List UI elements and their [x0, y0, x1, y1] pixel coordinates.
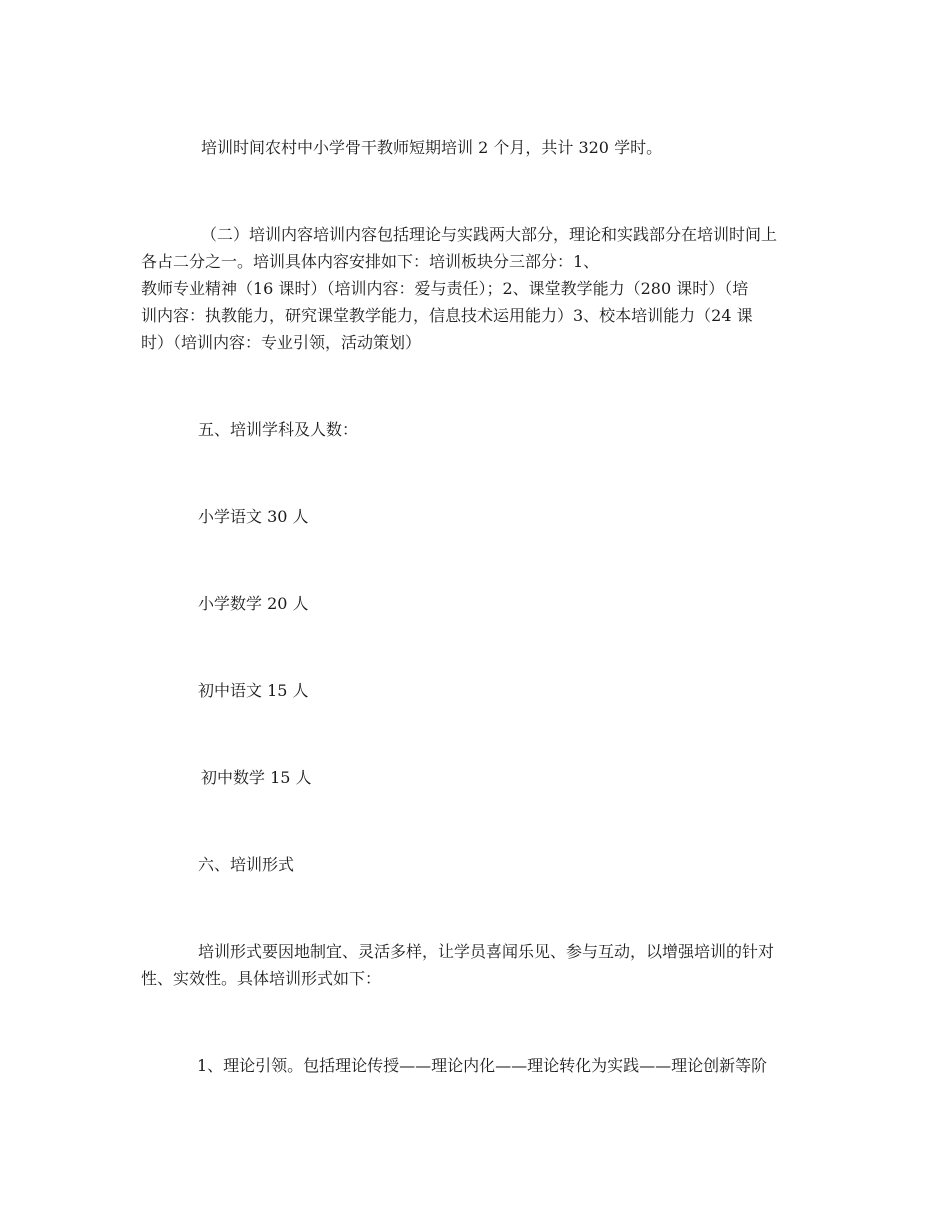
content-line-1: （二）培训内容培训内容包括理论与实践两大部分，理论和实践部分在培训时间上: [201, 225, 778, 244]
subject-primary-chinese: 小学语文 30 人: [198, 507, 309, 526]
subject-primary-math: 小学数学 20 人: [198, 594, 309, 613]
form-line-1: 培训形式要因地制宜、灵活多样，让学员喜闻乐见、参与互动，以增强培训的针对: [198, 942, 775, 961]
theory-paragraph: [141, 1052, 813, 1079]
theory-line: 1、理论引领。包括理论传授——理论内化——理论转化为实践——理论创新等阶: [197, 1056, 768, 1075]
training-form-paragraph: [141, 938, 813, 992]
subject-junior-math: 初中数学 15 人: [201, 768, 312, 787]
section-five-heading: 五、培训学科及人数：: [198, 420, 359, 439]
form-line-2: 性、实效性。具体培训形式如下：: [141, 969, 382, 988]
subject-item: [141, 764, 813, 791]
content-line-3: 教师专业精神（16 课时）（培训内容：爱与责任）；2、课堂教学能力（280 课时）（培: [141, 279, 749, 298]
section-five: [141, 416, 813, 443]
section-six: [141, 851, 813, 878]
training-time-paragraph: [141, 134, 813, 161]
subject-item: [141, 590, 813, 617]
content-line-2: 各占二分之一。培训具体内容安排如下：培训板块分三部分：1、: [141, 252, 600, 271]
section-six-heading: 六、培训形式: [198, 855, 295, 874]
training-content-paragraph: [141, 221, 813, 356]
content-line-4: 训内容：执教能力，研究课堂教学能力，信息技术运用能力）3、校本培训能力（24 课: [141, 306, 753, 325]
content-line-5: 时）（培训内容：专业引领，活动策划）: [141, 333, 422, 352]
subject-item: [141, 503, 813, 530]
subject-junior-chinese: 初中语文 15 人: [198, 681, 309, 700]
subject-item: [141, 677, 813, 704]
training-time-text: 培训时间农村中小学骨干教师短期培训 2 个月，共计 320 学时。: [201, 138, 663, 157]
